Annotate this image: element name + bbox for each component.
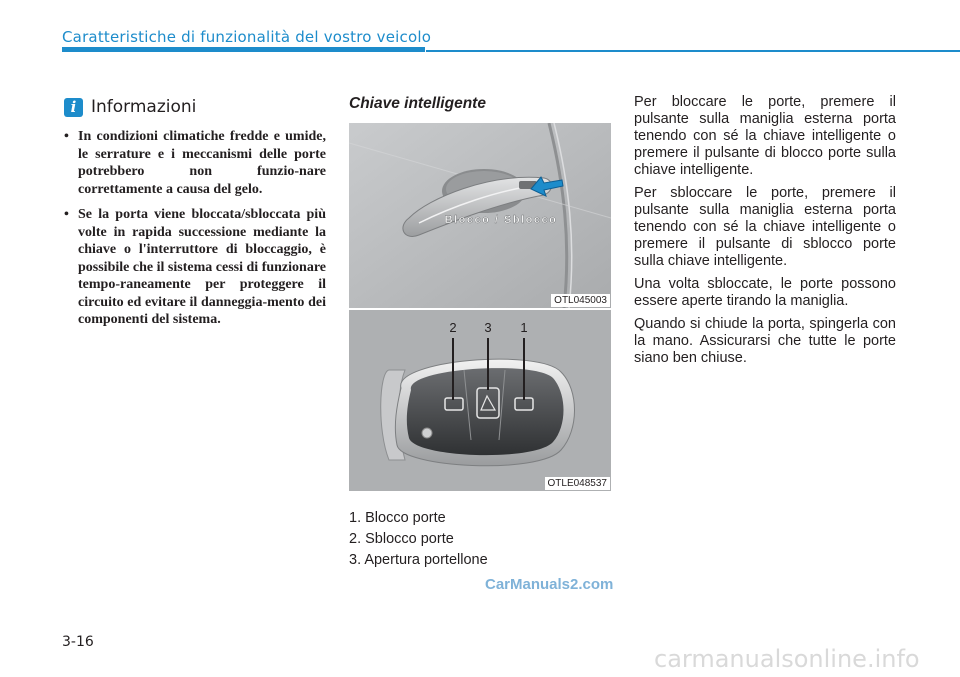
watermark-link[interactable]: CarManuals2.com — [485, 576, 614, 593]
info-item: • Se la porta viene bloccata/sbloccata più volte in rapida successione mediante la chiave o l'interruttore di bloccaggio, è possibile che il sistema cessi di funzionare tempo-raneamente per proteggere il circuito ed evitare il danneggia-mento dei componenti del sistema. — [64, 206, 326, 329]
caption-item: 3. Apertura portellone — [349, 552, 488, 568]
callout-3: 3 — [484, 320, 492, 335]
running-header: Caratteristiche di funzionalità del vostro veicolo — [62, 28, 432, 46]
door-handle-figure — [349, 123, 611, 308]
info-heading — [64, 97, 196, 117]
info-item: • In condizioni climatiche fredde e umide, le serrature e i meccanismi delle porte potrebbero non funzio-nare correttamente a causa del gelo. — [64, 128, 326, 198]
section-title: Chiave intelligente — [349, 95, 486, 112]
body-paragraph: Per bloccare le porte, premere il pulsante sulla maniglia esterna porta tenendo con sé la chiave intelligente o premere il pulsante di blocco porte sulla chiave intelligente. — [634, 94, 896, 178]
info-icon: i — [64, 98, 83, 117]
header-rule-left — [62, 47, 425, 52]
smart-key-illustration — [349, 310, 611, 491]
body-paragraph: Una volta sbloccate, le porte possono essere aperte tirando la maniglia. — [634, 276, 896, 309]
handle-label: Blocco / Sblocco — [444, 214, 558, 226]
body-paragraph: Quando si chiude la porta, spingerla con la mano. Assicurarsi che tutte le porte siano ben chiuse. — [634, 316, 896, 366]
body-paragraph: Per sbloccare le porte, premere il pulsante sulla maniglia esterna porta tenendo con sé la chiave intelligente o premere il pulsante di sblocco porte sulla chiave intelligente. — [634, 185, 896, 269]
door-handle-illustration — [349, 123, 611, 308]
figure-code: OTL045003 — [551, 294, 610, 307]
caption-item: 1. Blocco porte — [349, 510, 446, 526]
figure-code: OTLE048537 — [545, 477, 611, 490]
callout-1: 1 — [520, 320, 528, 335]
body-text — [634, 94, 896, 373]
page-number: 3-16 — [62, 634, 94, 650]
smart-key-figure — [349, 310, 611, 491]
info-list — [64, 128, 326, 337]
info-title: Informazioni — [91, 97, 197, 117]
header-rule-right — [426, 50, 960, 52]
figure-captions — [349, 508, 488, 571]
footer-brand: carmanualsonline.info — [654, 645, 920, 673]
caption-item: 2. Sblocco porte — [349, 531, 454, 547]
callout-2: 2 — [449, 320, 457, 335]
